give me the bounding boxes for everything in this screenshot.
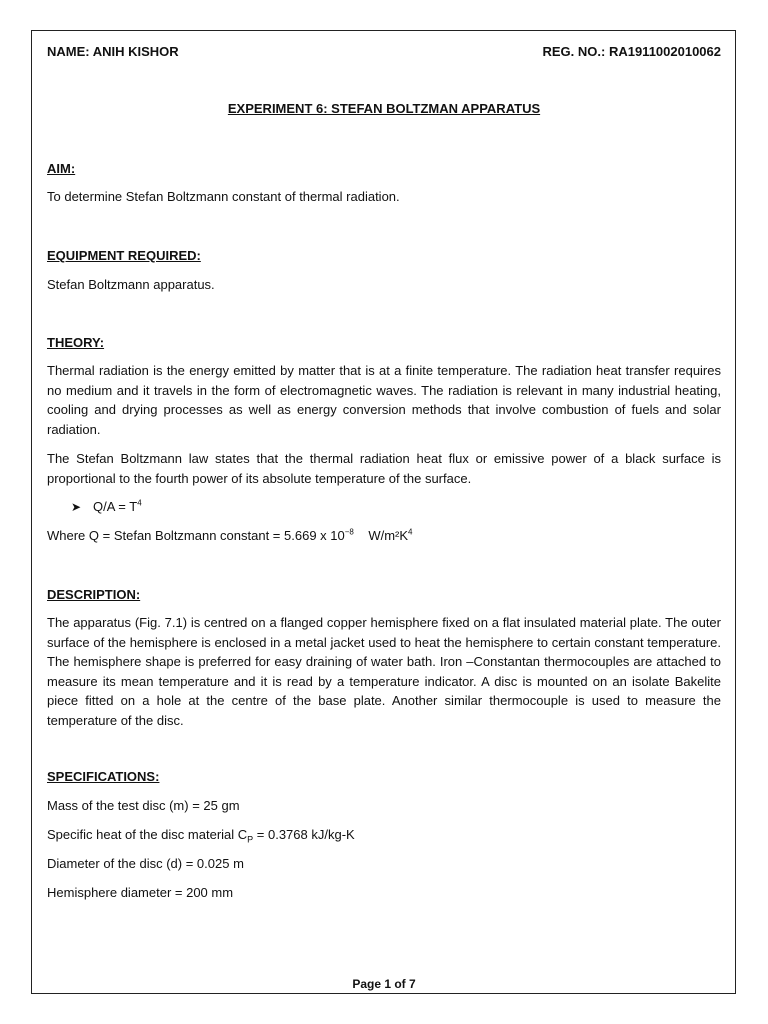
description-heading: DESCRIPTION: bbox=[47, 587, 141, 602]
aim-heading: AIM: bbox=[47, 161, 76, 176]
formula-base: Q/A = T bbox=[93, 499, 138, 514]
formula-bullet bbox=[71, 497, 142, 518]
constant-unit-exponent: 4 bbox=[408, 527, 413, 537]
experiment-title: EXPERIMENT 6: STEFAN BOLTZMAN APPARATUS bbox=[227, 101, 541, 116]
arrow-bullet-icon: ➤ bbox=[71, 500, 82, 514]
registration-number: REG. NO.: RA1911002010062 bbox=[542, 44, 721, 59]
document-header bbox=[47, 44, 721, 64]
spec-specific-heat bbox=[47, 825, 721, 845]
constant-unit: W/m²K bbox=[368, 528, 409, 543]
equipment-text: Stefan Boltzmann apparatus. bbox=[47, 277, 215, 292]
aim-text: To determine Stefan Boltzmann constant of thermal radiation. bbox=[47, 189, 400, 204]
specifications-heading: SPECIFICATIONS: bbox=[47, 769, 160, 784]
spec-mass: Mass of the test disc (m) = 25 gm bbox=[47, 798, 240, 813]
constant-exponent: −8 bbox=[344, 527, 354, 537]
theory-heading: THEORY: bbox=[47, 335, 105, 350]
specific-heat-subscript: P bbox=[247, 834, 254, 845]
page-number: Page 1 of 7 bbox=[352, 977, 416, 991]
equipment-heading: EQUIPMENT REQUIRED: bbox=[47, 248, 201, 263]
specific-heat-value: = 0.3768 kJ/kg-K bbox=[253, 827, 355, 842]
theory-paragraph-1: Thermal radiation is the energy emitted by matter that is at a finite temperature. The radiation heat transfer requires no medium and it travels in the form of electromagnetic waves. The radiation is relevant in many industrial heating, cooling and drying processes as well as energy conversion methods that involve combustion of fuels and solar radiation. bbox=[47, 363, 721, 437]
description-text: The apparatus (Fig. 7.1) is centred on a flanged copper hemisphere fixed on a flat insulated material plate. The outer surface of the hemisphere is enclosed in a metal jacket used to heat the hemisphere to certain constant temperature. The hemisphere shape is preferred for easy draining of water bath. Iron –Constantan thermocouples are attached to measure its mean temperature and it is read by a temperature indicator. A disc is mounted on an isolate Bakelite piece fitted on a hole at the centre of the base plate. Another similar thermocouple is used to measure the temperature of the disc. bbox=[47, 615, 721, 728]
spec-diameter: Diameter of the disc (d) = 0.025 m bbox=[47, 856, 244, 871]
constant-prefix: Where Q = Stefan Boltzmann constant = 5.669 x 10 bbox=[47, 528, 345, 543]
spec-hemisphere: Hemisphere diameter = 200 mm bbox=[47, 885, 234, 900]
student-name: NAME: ANIH KISHOR bbox=[47, 44, 179, 59]
specific-heat-prefix: Specific heat of the disc material C bbox=[47, 827, 248, 842]
constant-line bbox=[47, 526, 721, 546]
formula-exponent: 4 bbox=[137, 498, 142, 508]
theory-paragraph-2: The Stefan Boltzmann law states that the thermal radiation heat flux or emissive power of a black surface is proportional to the fourth power of its absolute temperature of the surface. bbox=[47, 451, 721, 486]
